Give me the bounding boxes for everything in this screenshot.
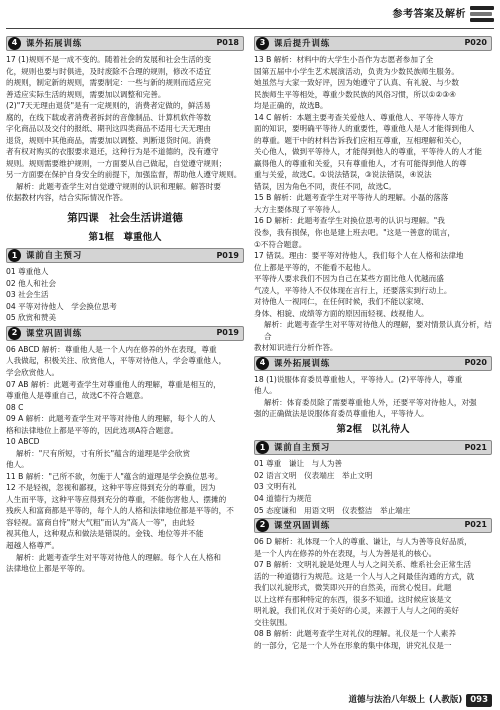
text-block (254, 536, 492, 651)
text-line: 对待他人一视同仁，在任何时候，我们不能以家境、 (254, 297, 429, 307)
text-block (6, 54, 244, 204)
frame-title: 第1框 尊重他人 (88, 231, 162, 243)
text-block (6, 266, 244, 324)
text-line: 超越人格尊严。 (6, 540, 60, 550)
text-line: 赢得他人的尊重和关爱，只有尊重他人，才有可能得到他人的尊 (254, 158, 467, 168)
text-block (6, 344, 244, 575)
section-bar (6, 36, 244, 51)
section-number: 4 (8, 37, 21, 50)
text-line: 是一个人内在修养的外在表现，与人为善是礼的核心。 (254, 548, 437, 558)
text-line: 02 他人和社会 (6, 278, 57, 288)
right-column (254, 34, 492, 651)
text-line: 残疾人和富商都是平等的，每个人的人格和法律地位都是平等的，不 (6, 506, 234, 516)
text-line: 大方主要体现了平等待人。 (254, 204, 346, 214)
text-line: 明礼貌，我们礼仪对于美好的心灵，来源于人与人之间的美好 (254, 606, 460, 616)
text-line: 解析：此题考查学生对平等对待他人的理解。每个人在人格和 (16, 552, 222, 562)
footer-book-title: 道德与法治八年级上 (348, 695, 425, 706)
text-line: 10 ABCD (6, 437, 40, 447)
lesson-title: 第四课 社会生活讲道德 (67, 211, 183, 224)
text-line: 他人。 (254, 386, 277, 396)
text-line: 关心他人，做到平等待人，才能得到他人的尊重，平等待人的人才能 (254, 147, 482, 157)
books-icon (470, 6, 494, 24)
section-number: 1 (256, 441, 269, 454)
text-line: 的尊重。题干中的材料告诉我们应相互尊重，互相理解和关心， (254, 135, 467, 145)
text-line: 格和法律地位上都是平等的，因此选项A符合题意。 (6, 425, 179, 435)
section-title: 课外拓展训练 (274, 357, 331, 368)
text-line: 解析："尺有所短，寸有所长"蕴含的道理是学会欣赏 (16, 448, 191, 458)
section-bar (6, 248, 244, 263)
text-line: 依据教材内容，结合实际情况作答。 (6, 193, 128, 203)
text-line: 06 ABCD 解析：尊重他人是一个人内在修养的外在表现，尊重 (6, 344, 217, 354)
text-line: 善适应实际生活的规则，需要加以调整和完善。 (6, 89, 166, 99)
left-column (6, 34, 244, 575)
section-title: 课前自主预习 (26, 250, 83, 261)
text-line: 13 B 解析：材料中的大学生小吾作为志愿者参加了全 (254, 55, 434, 64)
text-block (254, 54, 492, 354)
header-label: 参考答案及解析 (392, 9, 466, 20)
text-line: 交往氛围。 (254, 617, 292, 627)
text-line: 17 错误。理由：要平等对待他人，我们每个人在人格和法律地 (254, 251, 464, 261)
text-line: 字化商品以及交付的报纸、期刊这四类商品不适用七天无理由 (6, 124, 212, 134)
text-line: 位上都是平等的，不能看不起他人。 (254, 262, 376, 272)
text-line: 者有权对购买的衣服要求退还，这种行为是不道德的，没有遵守 (6, 147, 219, 157)
text-line: 容轻视。富商自恃"财大气粗"而认为"高人一等"，由此轻 (6, 517, 195, 527)
text-line: 活的一种道德行为规范。这是一个人与人之间最佳沟通的方式，就 (254, 571, 475, 581)
text-line: 08 C (6, 402, 24, 412)
section-title: 课堂巩固训练 (26, 328, 83, 339)
text-line: 学会欣赏他人。 (6, 368, 60, 378)
section-page: P019 (216, 250, 239, 260)
text-line: 教材知识进行分析作答。 (254, 343, 338, 353)
text-line: 人生而平等，这种平等应得到充分的尊重，不能伤害他人、摆摊的 (6, 494, 227, 504)
section-page: P018 (216, 38, 239, 48)
text-line: 民族师生平等相处，尊重少数民族的风俗习惯，所以①②③④ (254, 89, 456, 99)
text-line: 08 B 解析：此题考查学生对礼仪的理解。礼仪是一个人素养 (254, 629, 456, 639)
text-line: 均是正确的，故选B。 (254, 101, 328, 111)
text-line: 解析：体育委员除了需要尊重他人外，还要平等对待他人，对强 (264, 397, 477, 407)
text-line: 平等待人要求我们不因为自己在某些方面比他人优越而盛 (254, 274, 444, 284)
section-page: P021 (464, 442, 487, 452)
text-line: 强的正确做法是说服体育委员尊重他人，平等待人。 (254, 409, 429, 419)
text-line: (2)"7天无理由退货"是有一定规则的，消费者定做的，鲜活易 (6, 101, 211, 111)
text-line: 她虽然与大家一致好评，因为她遵守了认真、有礼貌、与少数 (254, 78, 460, 88)
text-line: 身体、相貌、成绩等方面的原因而轻视、歧视他人。 (254, 308, 429, 318)
section-page: P019 (216, 328, 239, 338)
text-line: 退货，规则中其他商品，需要加以调整、判断退货时间。消费 (6, 135, 212, 145)
text-line: 12 不是轻视，忽视和鄙视，这种平等应得到充分的尊重，因为 (6, 483, 216, 493)
section-bar (6, 326, 244, 341)
text-line: 尊重他人是尊重自己，故选C不符合题意。 (6, 391, 148, 401)
footer-edition: (人教版) (428, 695, 463, 706)
section-title: 课前自主预习 (274, 442, 331, 453)
text-line: 错误，因为角色不同，责任不同，故选C。 (254, 181, 396, 191)
text-line: 我们以礼貌形式，微笑即兴开的自然美，而赏心悦目。此题 (254, 583, 452, 593)
text-line: 01 尊重 谦让 与人为善 (254, 459, 343, 469)
text-line: 14 C 解析：本题主要考查关爱他人、尊重他人、平等待人等方 (254, 112, 464, 122)
text-line: 法律地位上都是平等的。 (6, 564, 90, 574)
section-number: 2 (8, 327, 21, 340)
text-block (254, 458, 492, 516)
text-line: 07 AB 解析：此题考查学生对尊重他人的理解，尊重是相互的， (6, 379, 221, 389)
text-line: 16 D 解析：此题考查学生对换位思考的认识与理解。"我 (254, 216, 445, 226)
section-bar (254, 440, 492, 455)
frame-title: 第2框 以礼待人 (336, 423, 410, 435)
section-number: 2 (256, 519, 269, 532)
section-page: P020 (464, 358, 487, 368)
section-bar (254, 518, 492, 533)
text-line: 04 平等对待他人 学会换位思考 (6, 301, 117, 311)
page-header (0, 0, 500, 30)
text-line: 的一部分，它是一个人外在形象的集中体现，讲究礼仪是一 (254, 640, 452, 650)
footer-page-number: 093 (466, 694, 492, 707)
text-line: 重与关爱，故选C。①说法错误，③说法错误，④说法 (254, 170, 432, 180)
text-line: 以上这样有那种特定的东西，很多不知道。这时候应该是文 (254, 594, 452, 604)
text-line: 没参，我有损保，你也是建上班去吧。"这是一善意的谎言， (254, 227, 455, 237)
text-line: 03 文明有礼 (254, 482, 297, 492)
text-line: ①不符合题意。 (254, 239, 307, 249)
text-line: 规则。规则需要维护规则，一方面要从自己做起，自觉遵守规则； (6, 158, 227, 168)
text-block (254, 374, 492, 420)
page-footer (348, 694, 492, 707)
text-line: 05 欣赏和赞美 (6, 313, 57, 323)
section-title: 课后提升训练 (274, 38, 331, 49)
section-page: P021 (464, 520, 487, 530)
section-title: 课外拓展训练 (26, 38, 83, 49)
header-divider (6, 28, 494, 29)
text-line: 11 B 解析："己所不欲，勿施于人"蕴含的道理是学会换位思考。 (6, 471, 223, 481)
text-line: 01 尊重他人 (6, 267, 49, 277)
section-number: 4 (256, 357, 269, 370)
text-line: 解析：此题考查学生对自觉遵守规则的认识和理解。解答时要 (16, 181, 222, 191)
section-page: P020 (464, 38, 487, 48)
text-line: 03 社会生活 (6, 290, 49, 300)
section-title: 课堂巩固训练 (274, 520, 331, 531)
text-line: 07 B 解析：文明礼貌是处理人与人之间关系、维系社会正常生活 (254, 560, 472, 570)
text-line: 腐的，在线下载或者消费者拆封的音像制品、计算机软件等数 (6, 112, 212, 122)
section-number: 1 (8, 249, 21, 262)
text-line: 06 D 解析：礼体现一个人的尊重、谦让，与人为善等良好品质， (254, 537, 472, 547)
text-line: 解析：此题考查学生对平等对待他人的理解，要对情景认真分析，结合 (264, 320, 492, 341)
text-line: 15 B 解析：此题考查学生对平等待人的理解。小磊的落落 (254, 193, 449, 203)
text-line: 面的知识，要明确平等待人的重要性，尊重他人是人才能得到他人 (254, 124, 475, 134)
text-line: 04 道德行为规范 (254, 493, 312, 503)
text-line: 17 (1)规则不是一成不变的。随着社会的发展和社会生活的变 (6, 55, 212, 64)
text-line: 09 A 解析：此题考查学生对平等对待他人的理解，每个人的人 (6, 414, 216, 424)
section-number: 3 (256, 37, 269, 50)
text-line: 的规则，制定新的规则，需要制定：一些与新的规则而适应完 (6, 78, 212, 88)
text-line: 人我做起，积极关注、欣赏他人，平等对待他人，学会尊重他人， (6, 356, 227, 366)
text-line: 他人。 (6, 460, 29, 470)
section-bar (254, 36, 492, 51)
text-line: 05 态度谦和 用语文明 仪表整洁 举止端庄 (254, 505, 411, 515)
text-line: 02 语言文明 仪表端庄 举止文明 (254, 470, 373, 480)
text-line: 气凌人，平等待人不仅体现在言行上，还要落实到行动上。 (254, 285, 452, 295)
text-line: 国第五届中小学生艺术展演活动，负责为少数民族师生服务。 (254, 66, 460, 76)
text-line: 化，规则也要与时俱进，及时废除不合理的规则，修改不适宜 (6, 66, 212, 76)
text-line: 另一方面要在保护自身安全的前提下，加强监督，帮助他人遵守规则。 (6, 170, 242, 180)
section-bar (254, 356, 492, 371)
text-line: 视其他人，这种观点和做法是错误的。金钱、地位等并不能 (6, 529, 204, 539)
text-line: 18 (1)说服体育委员尊重他人，平等待人。(2)平等待人，尊重 (254, 374, 463, 384)
